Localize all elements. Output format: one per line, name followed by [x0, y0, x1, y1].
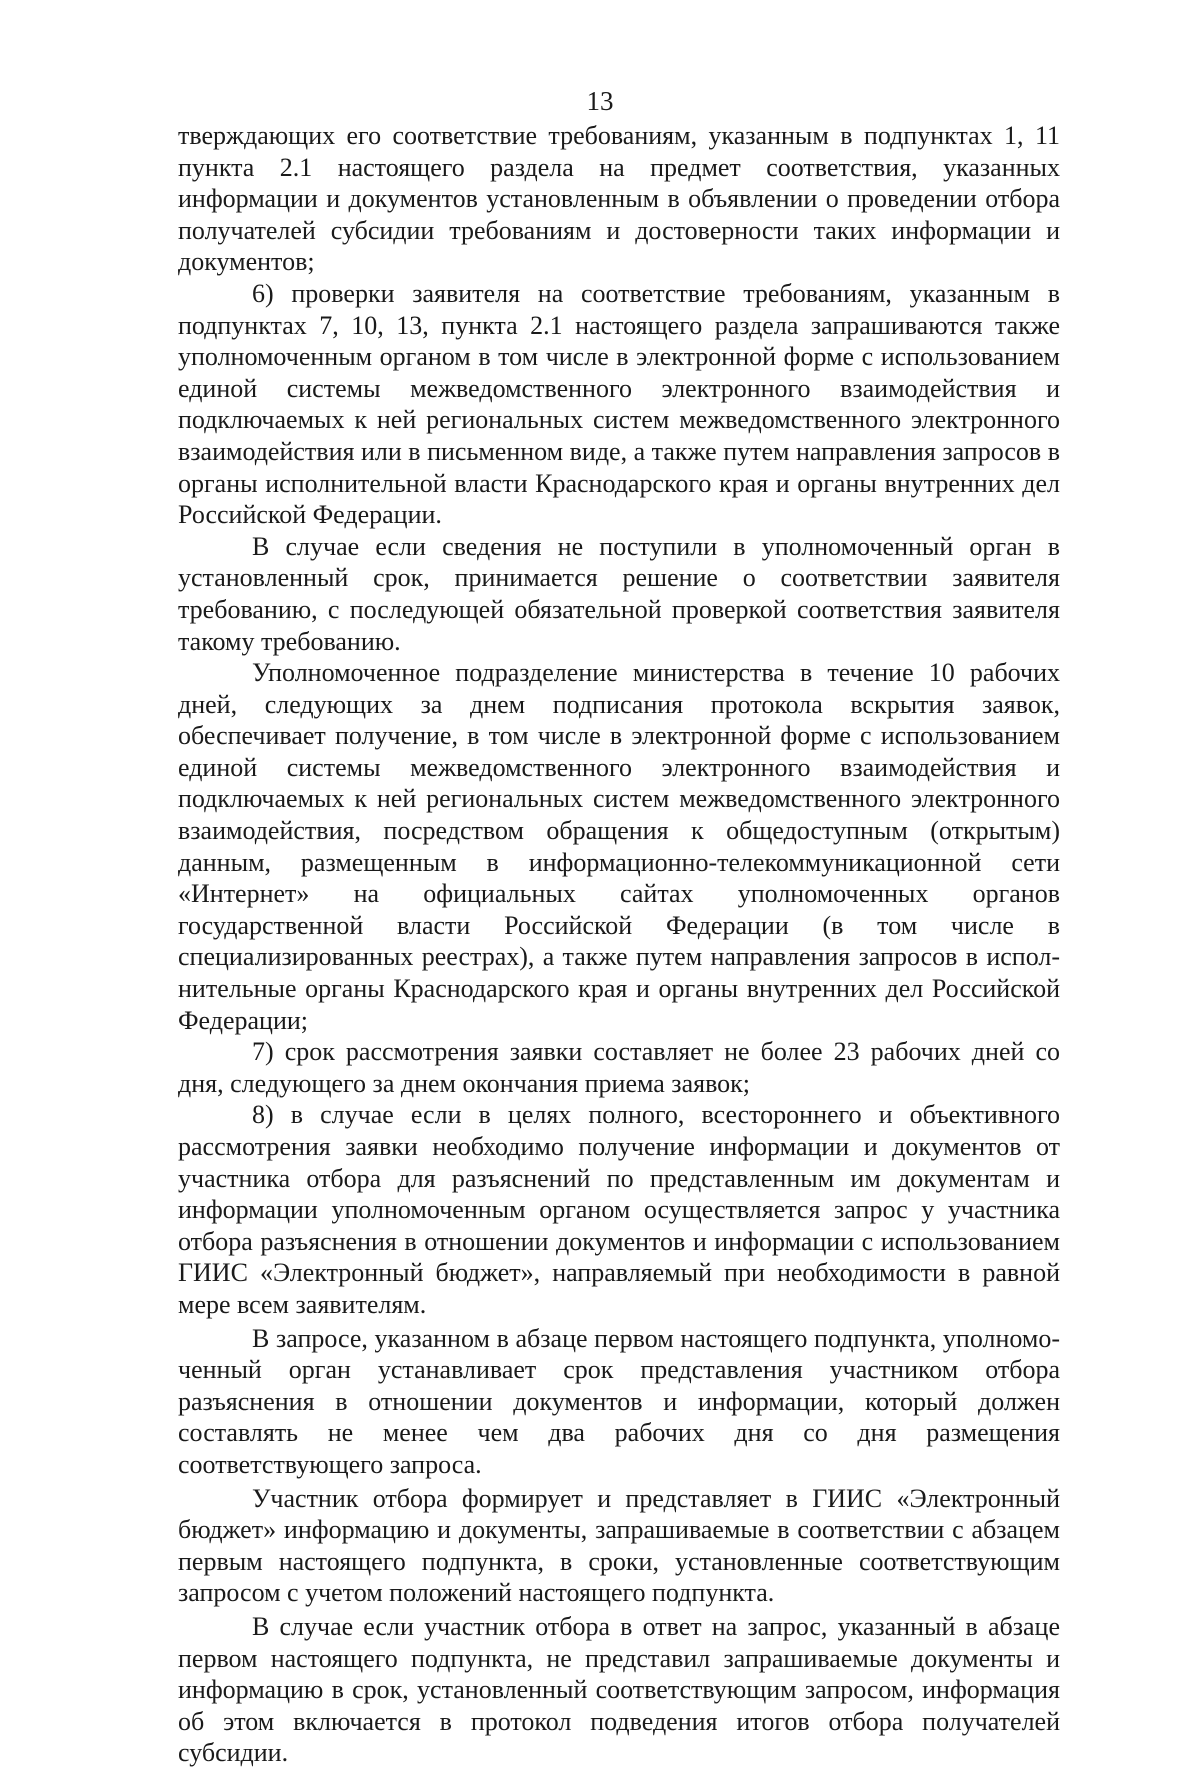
page-number: 13 [586, 86, 614, 116]
paragraph: Участник отбора формирует и представляет в ГИИС «Электронный бюджет» информацию и документы, запрашиваемые в соответствии с абзацем первым настоящего подпункта, в сроки, установленные соответствующим запросом с учетом положений настоящего подпункта. [178, 1483, 1060, 1608]
paragraph-item-8: 8) в случае если в целях полного, всестороннего и объективного рассмотрения заявки необходимо получение информации и документов от участника отбора для разъяснений по представленным им документам и информации уполномоченным органом осуществляется запрос у участника отбора разъяснения в отношении документов и информации с использованием ГИИС «Электронный бюджет», направляемый при необходимости в равной мере всем заявителям. [178, 1100, 1060, 1319]
document-body [178, 120, 1060, 1769]
paragraph: В случае если сведения не поступили в уполномоченный орган в установленный срок, принимается решение о соответствии заявителя требованию, с последующей обязательной проверкой соответствия заявителя такому требованию. [178, 531, 1060, 656]
paragraph-item-6: 6) проверки заявителя на соответствие требованиям, указанным в подпунктах 7, 10, 13, пункта 2.1 настоящего раздела запрашиваются также уполномоченным органом в том числе в электронной форме с использованием единой системы межведомственного электронного взаимодействия и подключаемых к ней региональных систем межведомственного электронного взаимодействия или в письменном виде, а также путем направления запросов в органы исполнительной власти Краснодарского края и органы внутренних дел Российской Федерации. [178, 278, 1060, 530]
paragraph: Уполномоченное подразделение министерства в течение 10 рабочих дней, следующих за днем подписания протокола вскрытия заявок, обеспечивает получение, в том числе в электронной форме с использованием единой системы межведомственного электронного взаимодействия и подключаемых к ней региональных систем межведомственного электронного взаимодействия, посредством обращения к общедоступным (открытым) данным, размещенным в информационно-телекоммуникационной сети «Интернет» на официальных сайтах уполномоченных органов государственной власти Российской Федерации (в том числе в специализированных реестрах), а также путем направления запросов в исполнительные органы Краснодарского края и органы внутренних дел Российской Федерации; [178, 658, 1060, 1035]
paragraph: В случае если участник отбора в ответ на запрос, указанный в абзаце первом настоящего подпункта, не представил запрашиваемые документы и информацию в срок, установленный соответствующим запросом, информация об этом включается в протокол подведения итогов отбора получателей субсидии. [178, 1611, 1060, 1768]
paragraph: В запросе, указанном в абзаце первом настоящего подпункта, уполномоченный орган устанавливает срок представления участником отбора разъяснения в отношении документов и информации, который должен составлять не менее чем два рабочих дня со дня размещения соответствующего запроса. [178, 1323, 1060, 1479]
paragraph-item-7: 7) срок рассмотрения заявки составляет не более 23 рабочих дней со дня, следующего за днем окончания приема заявок; [178, 1037, 1060, 1098]
paragraph-continuation: тверждающих его соответствие требованиям, указанным в подпунктах 1, 11 пункта 2.1 настоящего раздела на предмет соответствия, указанных информации и документов установленным в объявлении о проведении отбора получателей субсидии требованиям и достоверности таких информации и документов; [178, 121, 1060, 277]
